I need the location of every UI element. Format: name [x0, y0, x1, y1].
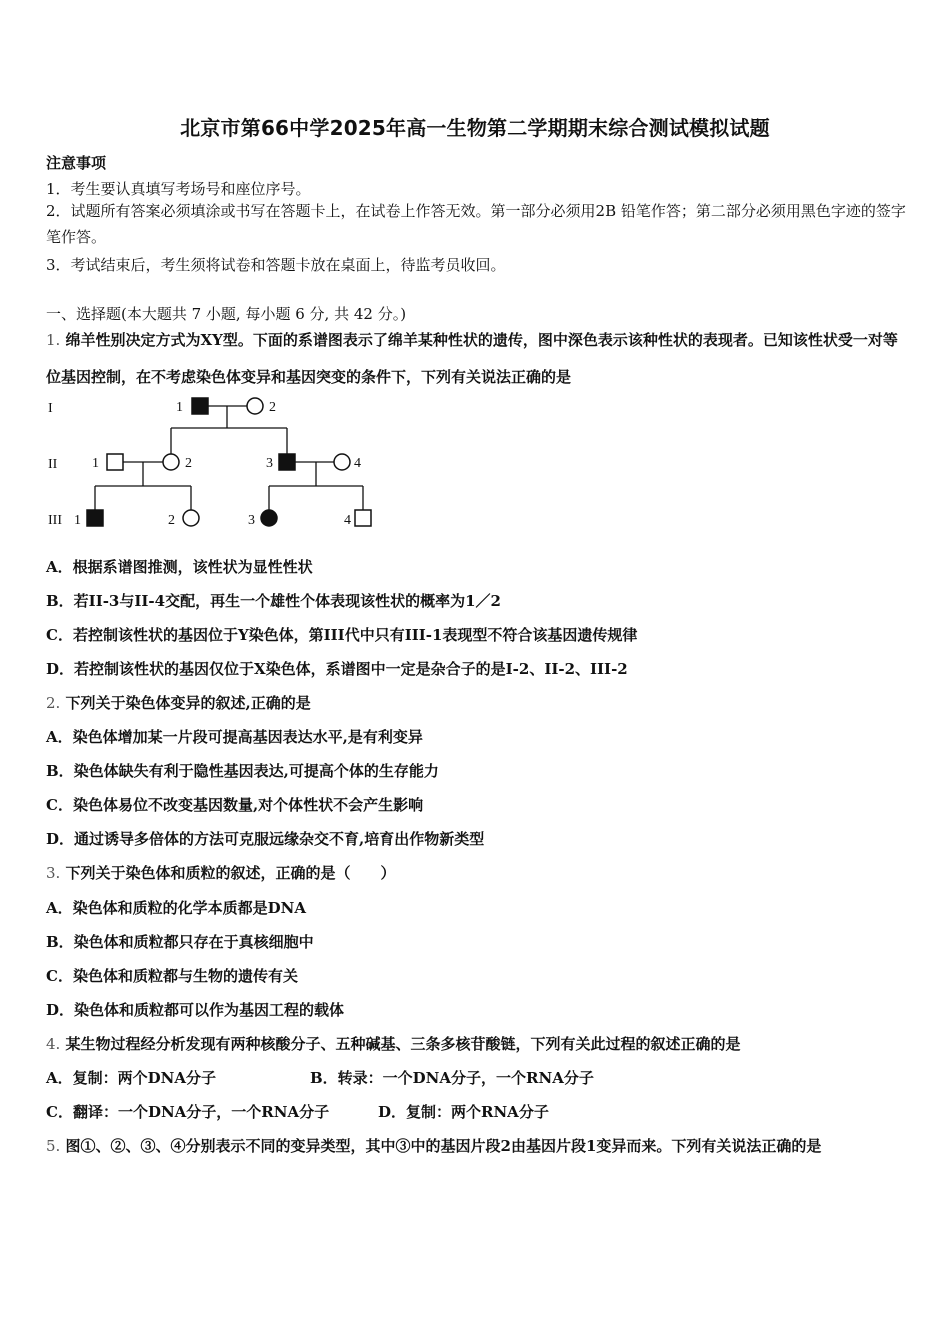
option-d: D．复制：两个RNA分子 — [378, 1103, 549, 1121]
option-b: B．若II-3与II-4交配，再生一个雄性个体表现该性状的概率为1／2 — [46, 592, 501, 610]
individual-label: 4 — [354, 456, 361, 471]
unaffected-female — [334, 454, 350, 470]
option-b: B．转录：一个DNA分子，一个RNA分子 — [310, 1069, 594, 1087]
page-title: 北京市第66中学2025年高一生物第二学期期末综合测试模拟试题 — [180, 116, 770, 140]
individual-label: 1 — [74, 513, 81, 528]
affected-female — [261, 510, 277, 526]
question-text: 下列关于染色体变异的叙述,正确的是 — [65, 694, 311, 712]
generation-label: II — [48, 457, 58, 472]
notice-heading: 注意事项 — [46, 154, 107, 172]
question-number: 1. — [46, 331, 61, 349]
question-2-stem — [46, 692, 311, 713]
notice-item-2: 2．试题所有答案必须填涂或书写在答题卡上，在试卷上作答无效。第一部分必须用2B 铅笔作答；第二部分必须用黑色字迹的签字笔作答。 — [46, 202, 906, 246]
option-b: B．染色体和质粒都只存在于真核细胞中 — [46, 933, 314, 951]
individual-label: 1 — [92, 456, 99, 471]
option-a: A．根据系谱图推测，该性状为显性性状 — [46, 558, 313, 576]
question-text: 绵羊性别决定方式为XY型。下面的系谱图表示了绵羊某种性状的遗传，图中深色表示该种性状的表现者。已知该性状受一对等位基因控制，在不考虑染色体变异和基因突变的条件下，下列有关说法正确的是 — [46, 331, 898, 386]
option-d: D．若控制该性状的基因仅位于X染色体，系谱图中一定是杂合子的是I-2、II-2、III-2 — [46, 660, 628, 678]
question-5-stem — [46, 1135, 821, 1156]
individual-label: 1 — [176, 400, 183, 415]
question-number: 2. — [46, 694, 61, 712]
individual-label: 3 — [266, 456, 273, 471]
option-c: C．翻译：一个DNA分子，一个RNA分子 — [46, 1103, 330, 1121]
pedigree-chart — [40, 392, 400, 542]
affected-male — [279, 454, 295, 470]
unaffected-male — [107, 454, 123, 470]
generation-label: III — [48, 513, 62, 528]
individual-label: 3 — [248, 513, 255, 528]
generation-label: I — [48, 401, 53, 416]
unaffected-female — [183, 510, 199, 526]
individual-label: 2 — [168, 513, 175, 528]
unaffected-male — [355, 510, 371, 526]
affected-male — [192, 398, 208, 414]
question-1-stem — [46, 322, 908, 396]
affected-male — [87, 510, 103, 526]
question-4-stem — [46, 1033, 741, 1054]
option-b: B．染色体缺失有利于隐性基因表达,可提高个体的生存能力 — [46, 762, 439, 780]
notice-item-1: 1．考生要认真填写考场号和座位序号。 — [46, 180, 311, 198]
individual-label: 2 — [269, 400, 276, 415]
question-number: 5. — [46, 1137, 61, 1155]
question-number: 4. — [46, 1035, 61, 1053]
option-c: C．染色体易位不改变基因数量,对个体性状不会产生影响 — [46, 796, 424, 814]
option-d: D．通过诱导多倍体的方法可克服远缘杂交不育,培育出作物新类型 — [46, 830, 485, 848]
individual-label: 4 — [344, 513, 351, 528]
question-number: 3. — [46, 864, 61, 882]
option-c: C．染色体和质粒都与生物的遗传有关 — [46, 967, 298, 985]
question-3-stem — [46, 862, 396, 883]
option-d: D．染色体和质粒都可以作为基因工程的载体 — [46, 1001, 345, 1019]
option-a: A．染色体增加某一片段可提高基因表达水平,是有利变异 — [46, 728, 423, 746]
section-heading: 一、选择题(本大题共 7 小题, 每小题 6 分, 共 42 分。) — [46, 305, 407, 323]
question-text: 某生物过程经分析发现有两种核酸分子、五种碱基、三条多核苷酸链，下列有关此过程的叙述正确的是 — [65, 1035, 741, 1053]
unaffected-female — [163, 454, 179, 470]
option-a: A．复制：两个DNA分子 — [46, 1069, 216, 1087]
individual-label: 2 — [185, 456, 192, 471]
question-text: 下列关于染色体和质粒的叙述，正确的是（ ） — [65, 864, 396, 882]
option-a: A．染色体和质粒的化学本质都是DNA — [46, 899, 306, 917]
notice-item-3: 3．考试结束后，考生须将试卷和答题卡放在桌面上，待监考员收回。 — [46, 256, 506, 274]
question-text: 图①、②、③、④分别表示不同的变异类型，其中③中的基因片段2由基因片段1变异而来。下列有关说法正确的是 — [65, 1137, 822, 1155]
unaffected-female — [247, 398, 263, 414]
option-c: C．若控制该性状的基因位于Y染色体，第III代中只有III-1表现型不符合该基因遗传规律 — [46, 626, 638, 644]
